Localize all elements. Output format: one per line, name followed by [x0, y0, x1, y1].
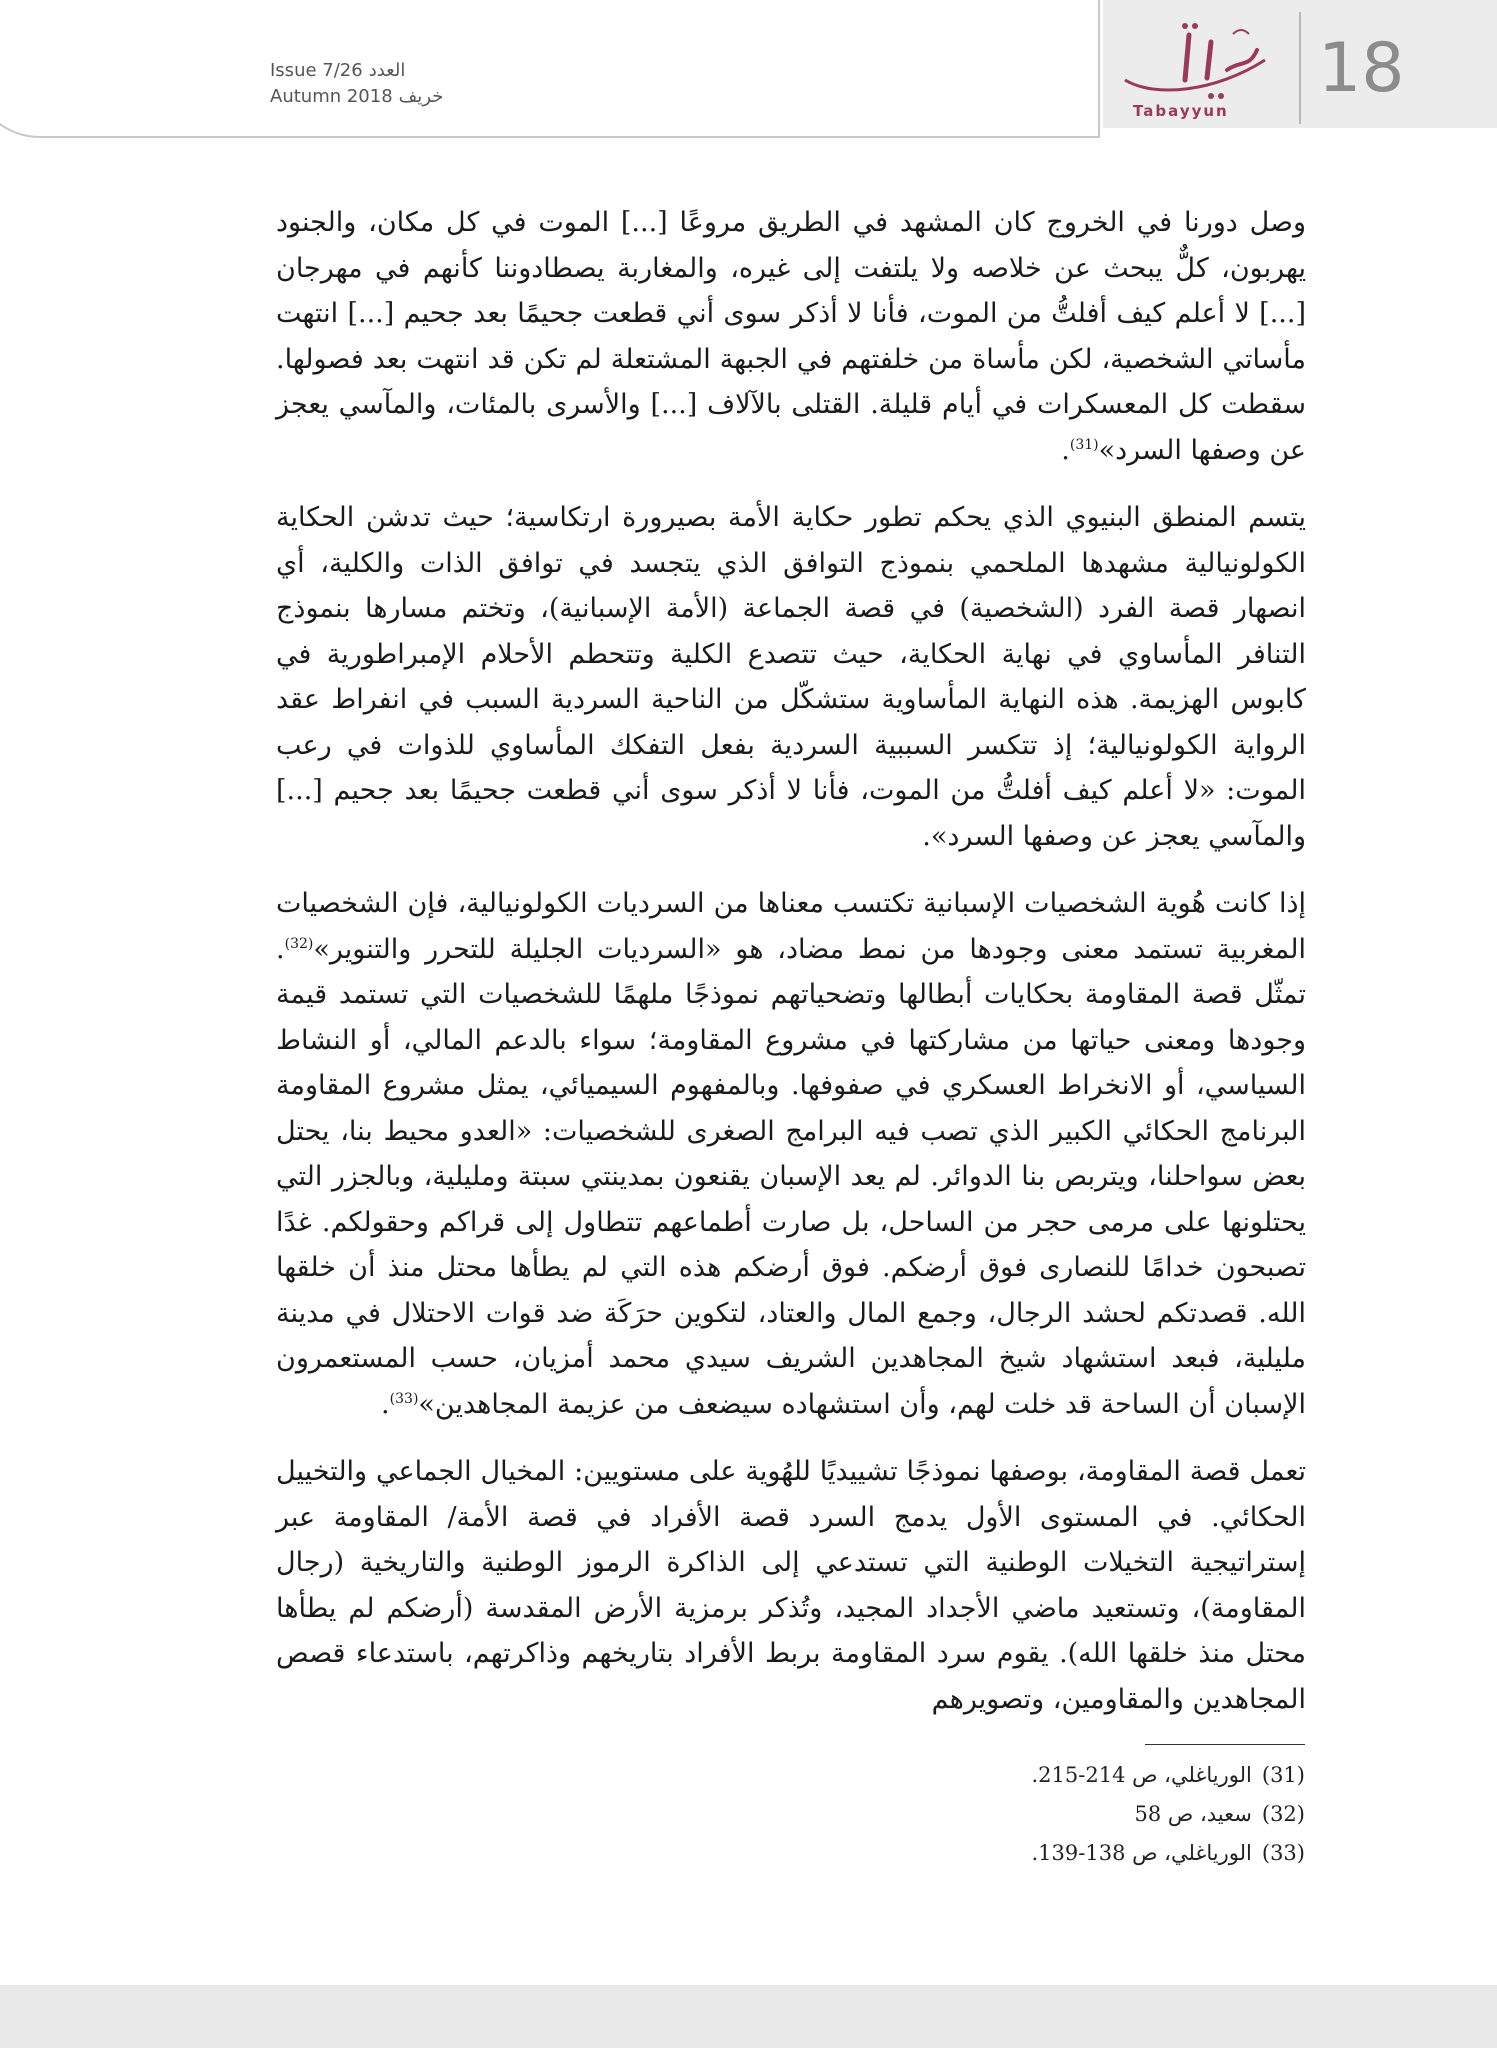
bottom-band	[0, 1985, 1497, 2048]
header-divider	[1299, 12, 1301, 124]
paragraph-1: وصل دورنا في الخروج كان المشهد في الطريق مروعًا [...] الموت في كل مكان، والجنود يهربون، كلٌّ يبحث عن خلاصه ولا يلتفت إلى غيره، والمغاربة يصطادوننا كأنهم في مهرجان [...] لا أعلم كيف أفلتُّ من الموت، فأنا لا أذكر سوى أني قطعت جحيمًا بعد جحيم [...] انتهت مأساتي الشخصية، لكن مأساة من خلفتهم في الجبهة المشتعلة لم تكن قد انتهت بعد فصولها. سقطت كل المعسكرات في أيام قليلة. القتلى بالآلاف [...] والأسرى بالمئات، والمآسي يعجز عن وصفها السرد»$^{(31)}$.	[276, 207, 1306, 466]
paragraph-3: إذا كانت هُوية الشخصيات الإسبانية تكتسب معناها من السرديات الكولونيالية، فإن الشخصيات المغربية تستمد معنى وجودها من نمط مضاد، هو «السرديات الجليلة للتحرر والتنوير»$^{(32)}$. تمثّل قصة المقاومة بحكايات أبطالها وتضحياتهم نموذجًا ملهمًا للشخصيات التي تستمد قيمة وجودها ومعنى حياتها من مشاركتها في مشروع المقاومة؛ سواء بالدعم المالي، أو النشاط السياسي، أو الانخراط العسكري في صفوفها. وبالمفهوم السيميائي، يمثل مشروع المقاومة البرنامج الحكائي الكبير الذي تصب فيه البرامج الصغرى للشخصيات: «العدو محيط بنا، يحتل بعض سواحلنا، ويتربص بنا الدوائر. لم يعد الإسبان يقنعون بمدينتي سبتة ومليلية، وبالجزر التي يحتلونها على مرمى حجر من الساحل، بل صارت أطماعهم تتطاول إلى قراكم وحقولكم. غدًا تصبحون خدامًا للنصارى فوق أرضكم. فوق أرضكم هذه التي لم يطأها محتل منذ أن خلقها الله. قصدتكم لحشد الرجال، وجمع المال والعتاد، لتكوين حرَكَة ضد قوات الاحتلال في مدينة مليلية، فبعد استشهاد شيخ المجاهدين الشريف سيدي محمد أمزيان، حسب المستعمرون الإسبان أن الساحة قد خلت لهم، وأن استشهاده سيضعف من عزيمة المجاهدين»$^{(33)}$.	[276, 888, 1306, 1420]
footnote-text: سعيد، ص 58	[1134, 1802, 1252, 1826]
footnote-separator	[1145, 1744, 1305, 1745]
paragraph-2: يتسم المنطق البنيوي الذي يحكم تطور حكاية الأمة بصيرورة ارتكاسية؛ حيث تدشن الحكاية الكولونيالية مشهدها الملحمي بنموذج التوافق الذي يتجسد في توافق الذات والكلية، أي انصهار قصة الفرد (الشخصية) في قصة الجماعة (الأمة الإسبانية)، وتختم مسارها بنموذج التنافر المأساوي في نهاية الحكاية، حيث تتصدع الكلية وتتحطم الأحلام الإمبراطورية في كابوس الهزيمة. هذه النهاية المأساوية ستشكّل من الناحية السردية السبب في انفراط عقد الرواية الكولونيالية؛ إذ تتكسر السببية السردية بفعل التفكك المأساوي للذوات في رعب الموت: «لا أعلم كيف أفلتُّ من الموت، فأنا لا أذكر سوى أني قطعت جحيمًا بعد جحيم [...] والمآسي يعجز عن وصفها السرد».	[276, 502, 1306, 852]
issue-label: العدد	[368, 60, 406, 81]
paragraph-4: تعمل قصة المقاومة، بوصفها نموذجًا تشييديًا للهُوية على مستويين: المخيال الجماعي والتخييل الحكائي. في المستوى الأول يدمج السرد قصة الأفراد في قصة الأمة/ المقاومة عبر إستراتيجية التخيلات الوطنية التي تستدعي إلى الذاكرة الرموز الوطنية والتاريخية (رجال المقاومة)، وتستعيد ماضي الأجداد المجيد، وتُذكر برمزية الأرض المقدسة (أرضكم لم يطأها محتل منذ خلقها الله). يقوم سرد المقاومة بربط الأفراد بتاريخهم وذاكرتهم، باستدعاء قصص المجاهدين والمقاومين، وتصويرهم	[276, 1456, 1306, 1715]
footnote-ref-32: (32)	[284, 935, 314, 952]
footnote-text: الورياغلي، ص 214-215.	[1031, 1763, 1252, 1787]
footnote-item	[700, 1795, 1305, 1834]
logo-calligraphy-icon	[1115, 20, 1275, 105]
season-label: خريف	[398, 86, 444, 107]
season-value: Autumn 2018	[270, 86, 393, 107]
footnote-text: الورياغلي، ص 138-139.	[1031, 1841, 1252, 1865]
article-body	[276, 200, 1306, 1744]
header-card	[0, 0, 1100, 138]
footnote-ref-31: (31)	[1069, 436, 1099, 453]
journal-logo	[1115, 20, 1275, 125]
footnote-number: (32)	[1261, 1802, 1305, 1826]
footnotes	[700, 1756, 1305, 1873]
footnote-number: (31)	[1261, 1763, 1305, 1787]
footnote-item	[700, 1834, 1305, 1873]
page-number: 18	[1318, 29, 1405, 108]
footnote-ref-33: (33)	[389, 1390, 419, 1407]
issue-info	[270, 58, 470, 110]
footnote-item	[700, 1756, 1305, 1795]
footnote-number: (33)	[1261, 1841, 1305, 1865]
issue-value: Issue 7/26	[270, 60, 363, 81]
logo-latin-name: Tabayyun	[1133, 102, 1229, 120]
